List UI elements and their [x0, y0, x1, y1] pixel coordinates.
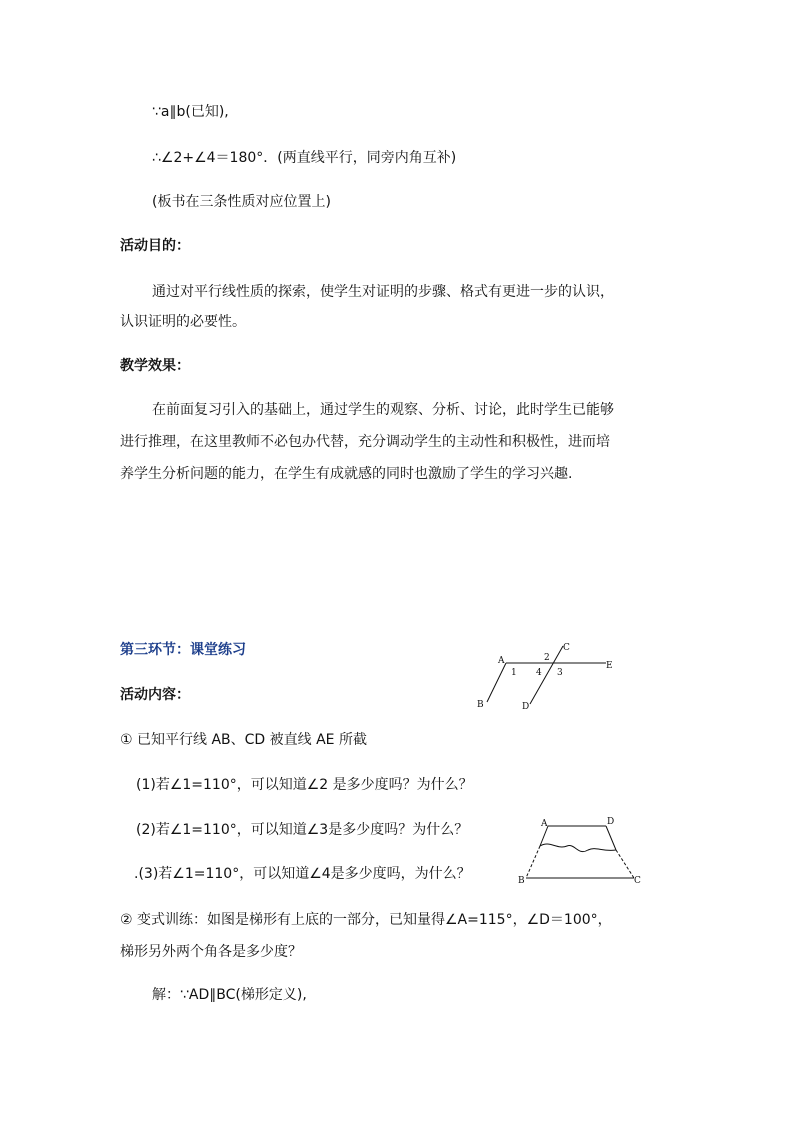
break-line [540, 844, 616, 852]
label-a: A [541, 819, 548, 829]
paragraph-purpose-line1: 通过对平行线性质的探索，使学生对证明的步骤、格式有更进一步的认识， [152, 284, 614, 300]
label-a: A [498, 656, 505, 666]
side-ab-solid [540, 826, 548, 846]
question-1-part-1: (1)若∠1=110°，可以知道∠2 是多少度吗？为什么？ [136, 777, 473, 793]
line-ab [487, 663, 506, 702]
angle-4-label: 4 [536, 668, 542, 678]
angle-1-label: 1 [511, 668, 517, 678]
label-b: B [518, 876, 525, 886]
side-ab-dashed [526, 846, 540, 878]
trapezoid-figure [512, 812, 646, 888]
heading-activity-content: 活动内容： [120, 687, 190, 703]
question-1: ① 已知平行线 AB、CD 被直线 AE 所截 [120, 732, 367, 748]
paragraph-effect-line1: 在前面复习引入的基础上，通过学生的观察、分析、讨论，此时学生已能够 [152, 402, 614, 418]
text-line-conclusion: ∴∠2+∠4＝180°．(两直线平行，同旁内角互补) [152, 150, 457, 166]
label-c: C [634, 876, 641, 886]
side-dc-dashed [616, 850, 634, 878]
paragraph-effect-line3: 养学生分析问题的能力，在学生有成就感的同时也激励了学生的学习兴趣. [120, 466, 573, 482]
question-2-line1: ② 变式训练：如图是梯形有上底的一部分，已知量得∠A=115°，∠D＝100°， [120, 912, 612, 928]
section-title-practice: 第三环节：课堂练习 [120, 642, 246, 658]
angle-2-label: 2 [544, 653, 550, 663]
text-line-note: (板书在三条性质对应位置上) [152, 194, 331, 210]
side-dc-solid [606, 826, 616, 850]
angle-3-label: 3 [557, 668, 563, 678]
question-2-line2: 梯形另外两个角各是多少度？ [120, 944, 302, 960]
label-d: D [522, 702, 530, 712]
paragraph-effect-line2: 进行推理，在这里教师不必包办代替，充分调动学生的主动性和积极性，进而培 [120, 434, 610, 450]
paragraph-purpose-line2: 认识证明的必要性。 [120, 314, 246, 330]
solution-line: 解：∵AD∥BC(梯形定义), [152, 987, 307, 1003]
parallel-lines-figure [470, 636, 620, 716]
text-line-given: ∵a∥b(已知), [152, 104, 229, 120]
question-1-part-3: .(3)若∠1=110°，可以知道∠4是多少度吗，为什么？ [134, 866, 471, 882]
label-c: C [563, 643, 570, 653]
heading-teaching-effect: 教学效果： [120, 358, 190, 374]
label-d: D [607, 817, 615, 827]
heading-activity-purpose: 活动目的： [120, 238, 190, 254]
label-e: E [606, 661, 613, 671]
label-b: B [477, 700, 484, 710]
question-1-part-2: (2)若∠1=110°，可以知道∠3是多少度吗？为什么？ [136, 822, 469, 838]
